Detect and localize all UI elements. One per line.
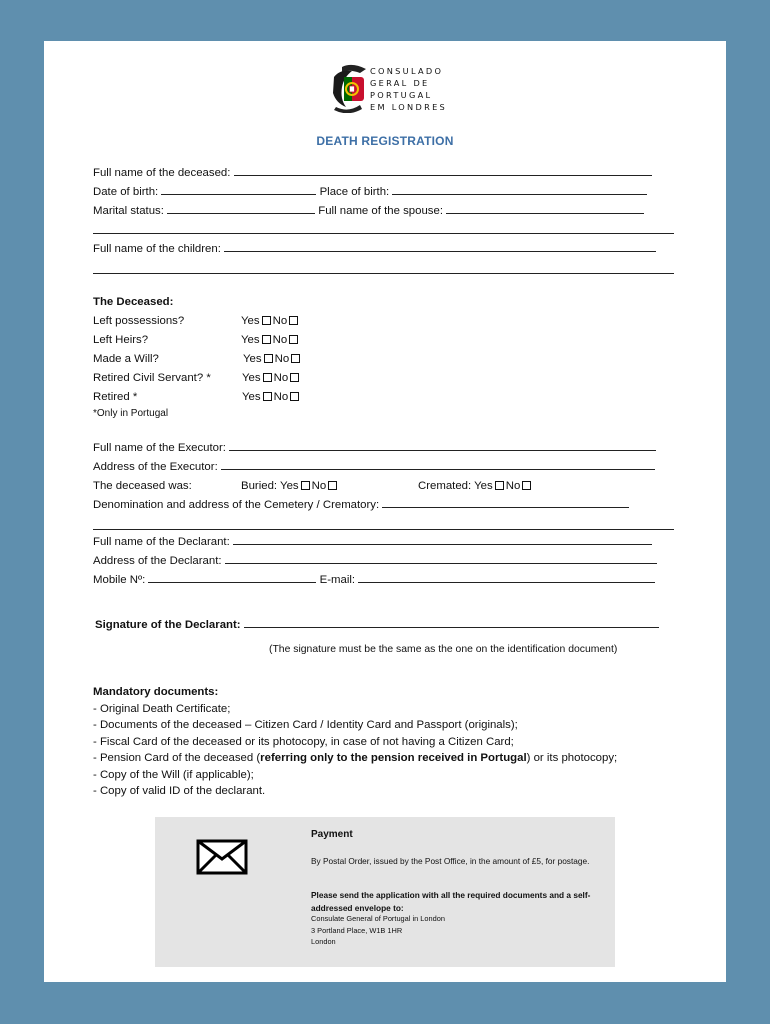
yes-label: Yes	[243, 353, 262, 365]
mobile-field[interactable]	[148, 571, 316, 583]
email-field[interactable]	[358, 571, 655, 583]
buried-label: Buried: Yes	[241, 480, 299, 492]
footnote: *Only in Portugal	[93, 408, 169, 419]
pob-label: Place of birth:	[319, 186, 390, 198]
deceased-name-field[interactable]	[234, 164, 652, 176]
portugal-shield-icon	[330, 63, 368, 113]
consulate-name	[370, 65, 447, 113]
no-checkbox[interactable]	[289, 316, 298, 325]
signature-label: Signature of the Declarant:	[95, 619, 241, 631]
signature-row	[95, 616, 659, 635]
children-row	[93, 240, 656, 259]
declarant-address-row	[93, 552, 657, 571]
address-line: 3 Portland Place, W1B 1HR	[311, 925, 403, 935]
consulate-logo	[330, 63, 368, 118]
dob-label: Date of birth:	[93, 186, 159, 198]
payment-postal-order: By Postal Order, issued by the Post Office, in the amount of £5, for postage.	[311, 856, 590, 866]
document-item	[93, 750, 617, 767]
question-label: Left possessions?	[93, 315, 185, 327]
document-item: - Copy of the Will (if applicable);	[93, 768, 254, 781]
yes-label: Yes	[242, 372, 261, 384]
declarant-name-label: Full name of the Declarant:	[93, 536, 230, 548]
page-title: DEATH REGISTRATION	[316, 134, 454, 148]
birth-row	[93, 183, 647, 202]
executor-name-row	[93, 439, 656, 458]
yes-label: Yes	[241, 315, 260, 327]
deceased-was-label: The deceased was:	[93, 480, 192, 492]
mobile-label: Mobile Nº:	[93, 574, 146, 586]
no-label: No	[274, 353, 290, 365]
yes-checkbox[interactable]	[262, 316, 271, 325]
email-label: E-mail:	[319, 574, 356, 586]
pob-field[interactable]	[392, 183, 647, 195]
children-label: Full name of the children:	[93, 243, 221, 255]
executor-name-label: Full name of the Executor:	[93, 442, 226, 454]
deceased-heading: The Deceased:	[93, 296, 174, 308]
spouse-field[interactable]	[446, 202, 644, 214]
yes-no-options	[241, 331, 300, 350]
children-field[interactable]	[224, 240, 656, 252]
spouse-label: Full name of the spouse:	[318, 205, 443, 217]
no-label: No	[273, 391, 289, 403]
mandatory-documents	[93, 684, 617, 800]
yes-no-options	[241, 312, 300, 331]
no-label: No	[505, 480, 521, 492]
cemetery-field-continued[interactable]	[93, 518, 674, 530]
cremated-options	[418, 477, 533, 496]
buried-yes-checkbox[interactable]	[301, 481, 310, 490]
no-checkbox[interactable]	[289, 335, 298, 344]
cremated-label: Cremated: Yes	[418, 480, 493, 492]
executor-address-field[interactable]	[221, 458, 655, 470]
executor-address-label: Address of the Executor:	[93, 461, 218, 473]
no-label: No	[272, 315, 288, 327]
cemetery-row	[93, 496, 629, 515]
form-page	[44, 41, 726, 982]
consulate-address	[311, 913, 445, 948]
declarant-name-row	[93, 533, 652, 552]
yes-checkbox[interactable]	[264, 354, 273, 363]
document-item-text: - Pension Card of the deceased (	[93, 752, 261, 764]
address-line: Consulate General of Portugal in London	[311, 914, 445, 923]
cremated-yes-checkbox[interactable]	[495, 481, 504, 490]
yes-checkbox[interactable]	[262, 335, 271, 344]
deceased-name-row	[93, 164, 652, 183]
cemetery-field[interactable]	[382, 496, 629, 508]
document-item: - Original Death Certificate;	[93, 702, 231, 715]
declarant-address-field[interactable]	[225, 552, 657, 564]
yes-checkbox[interactable]	[263, 392, 272, 401]
address-line: London	[311, 937, 336, 946]
executor-name-field[interactable]	[229, 439, 656, 451]
marital-field[interactable]	[167, 202, 315, 214]
deceased-name-label: Full name of the deceased:	[93, 167, 231, 179]
no-checkbox[interactable]	[290, 392, 299, 401]
children-field-continued[interactable]	[93, 262, 674, 274]
contact-row	[93, 571, 655, 590]
cremated-no-checkbox[interactable]	[522, 481, 531, 490]
yes-no-options	[243, 350, 302, 369]
yes-no-options	[242, 388, 301, 407]
marital-label: Marital status:	[93, 205, 164, 217]
question-label: Left Heirs?	[93, 334, 149, 346]
yes-no-options	[242, 369, 301, 388]
question-label: Made a Will?	[93, 353, 159, 365]
document-item-emphasis: referring only to the pension received in Portugal	[260, 752, 527, 764]
payment-send-instructions: Please send the application with all the required documents and a self-addressed envelope to:	[311, 890, 591, 913]
no-checkbox[interactable]	[290, 373, 299, 382]
question-label: Retired Civil Servant? *	[93, 372, 211, 384]
buried-options	[241, 477, 339, 496]
yes-label: Yes	[242, 391, 261, 403]
no-label: No	[311, 480, 327, 492]
yes-label: Yes	[241, 334, 260, 346]
logo-line: GERAL DE	[370, 78, 430, 88]
declarant-name-field[interactable]	[233, 533, 652, 545]
declarant-address-label: Address of the Declarant:	[93, 555, 222, 567]
document-item: - Fiscal Card of the deceased or its photocopy, in case of not having a Citizen Card;	[93, 735, 514, 748]
envelope-icon	[196, 839, 248, 875]
document-item-text: ) or its photocopy;	[526, 752, 618, 764]
no-checkbox[interactable]	[291, 354, 300, 363]
logo-line: CONSULADO	[370, 66, 444, 76]
signature-field[interactable]	[244, 616, 659, 628]
logo-line: EM LONDRES	[370, 102, 448, 112]
dob-field[interactable]	[161, 183, 316, 195]
payment-heading: Payment	[311, 829, 353, 840]
document-item: - Documents of the deceased – Citizen Card / Identity Card and Passport (originals);	[93, 719, 518, 731]
documents-heading: Mandatory documents:	[93, 686, 219, 698]
no-label: No	[272, 334, 288, 346]
document-item: - Copy of valid ID of the declarant.	[93, 785, 266, 797]
question-label: Retired *	[93, 391, 138, 403]
no-label: No	[273, 372, 289, 384]
buried-no-checkbox[interactable]	[328, 481, 337, 490]
signature-note: (The signature must be the same as the one on the identification document)	[269, 644, 618, 655]
logo-line: PORTUGAL	[370, 90, 433, 100]
yes-checkbox[interactable]	[263, 373, 272, 382]
executor-address-row	[93, 458, 655, 477]
cemetery-label: Denomination and address of the Cemetery / Crematory:	[93, 499, 380, 511]
marital-row	[93, 202, 644, 221]
payment-box	[155, 817, 615, 967]
spouse-field-continued[interactable]	[93, 222, 674, 234]
